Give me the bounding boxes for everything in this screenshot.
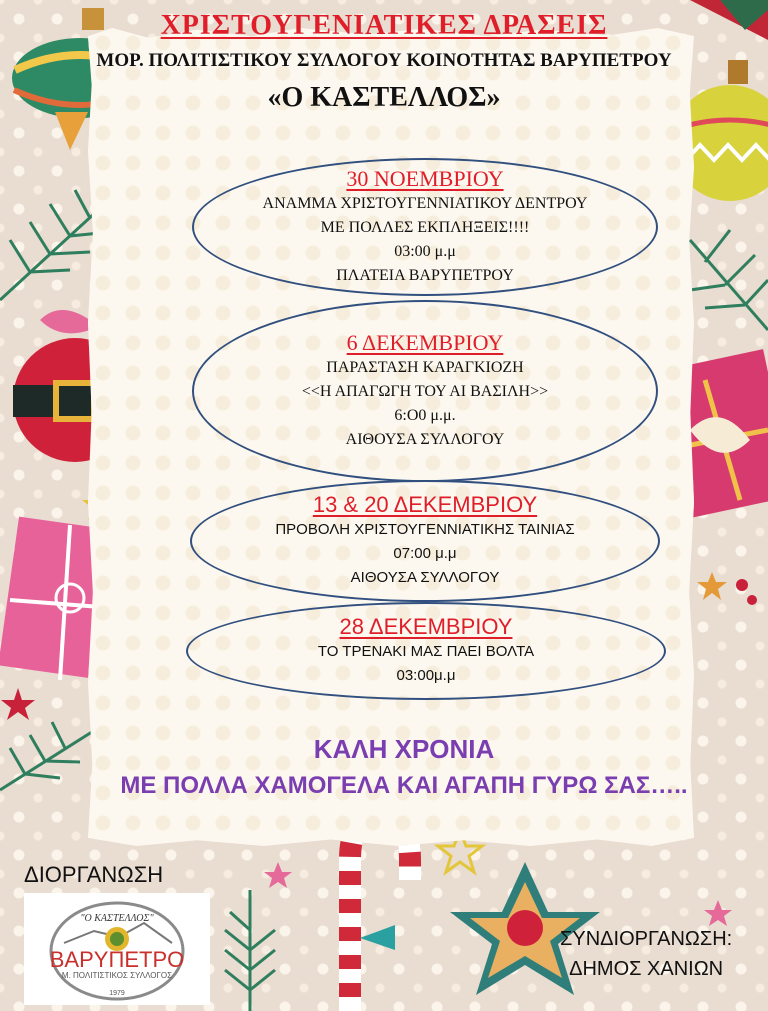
logo-top-text: "Ο ΚΑΣΤΕΛΛΟΣ" bbox=[80, 913, 154, 924]
cosponsor-name: ΔΗΜΟΣ ΧΑΝΙΩΝ bbox=[569, 958, 724, 980]
pine-branch-right bbox=[690, 230, 768, 330]
event-ellipse-2 bbox=[192, 300, 658, 482]
event-line: ΑΙΘΟΥΣΑ ΣΥΛΛΟΓΟΥ bbox=[345, 431, 505, 448]
event-ellipse-1 bbox=[192, 158, 658, 296]
page-title: ΧΡΙΣΤΟΥΓΕΝΙΑΤΙΚΕΣ ΔΡΑΣΕΙΣ bbox=[160, 10, 608, 41]
event-date: 13 & 20 ΔΕΚΕΜΒΡΙΟΥ bbox=[312, 492, 538, 517]
cosponsor-label: ΣΥΝΔΙΟΡΓΑΝΩΣΗ: bbox=[560, 928, 733, 950]
berry-dot bbox=[736, 579, 748, 591]
organization-logo bbox=[24, 893, 210, 1005]
event-ellipse-4 bbox=[186, 602, 666, 700]
organizer-label: ΔΙΟΡΓΑΝΩΣΗ bbox=[24, 862, 164, 887]
cosponsor-block bbox=[560, 924, 732, 984]
event-date: 30 ΝΟΕΜΒΡΙΟΥ bbox=[346, 166, 504, 191]
event-line: ΜΕ ΠΟΛΛΕΣ ΕΚΠΛΗΞΕΙΣ!!!! bbox=[320, 219, 530, 236]
red-star bbox=[1, 688, 35, 720]
berry-dot bbox=[747, 595, 757, 605]
event-line: ΠΑΡΑΣΤΑΣΗ ΚΑΡΑΓΚΙΟΖΗ bbox=[326, 359, 524, 376]
organization-subtitle: ΜΟΡ. ΠΟΛΙΤΙΣΤΙΚΟΥ ΣΥΛΛΟΓΟΥ ΚΟΙΝΟΤΗΤΑΣ ΒΑΡΥΠΕΤΡΟΥ bbox=[96, 50, 672, 71]
event-line: 6:Ο0 μ.μ. bbox=[394, 407, 456, 424]
logo-sub-text: Μ. ΠΟΛΙΤΙΣΤΙΚΟΣ ΣΥΛΛΟΓΟΣ bbox=[61, 971, 173, 980]
pine-branch-bottom bbox=[225, 890, 275, 1011]
organization-name: «Ο ΚΑΣΤΕΛΛΟΣ» bbox=[267, 82, 501, 113]
event-ellipse-3 bbox=[190, 480, 660, 602]
event-line: <<Η ΑΠΑΓΩΓΗ ΤΟΥ ΑΙ ΒΑΣΙΛΗ>> bbox=[301, 383, 549, 400]
pink-star bbox=[264, 862, 292, 888]
event-line: ΑΙΘΟΥΣΑ ΣΥΛΛΟΓΟΥ bbox=[350, 569, 500, 586]
event-line: ΠΛΑΤΕΙΑ ΒΑΡΥΠΕΤΡΟΥ bbox=[336, 267, 514, 284]
event-date: 6 ΔΕΚΕΜΒΡΙΟΥ bbox=[346, 330, 504, 355]
event-line: 03:00μ.μ bbox=[396, 667, 456, 684]
event-line: ΑΝΑΜΜΑ ΧΡΙΣΤΟΥΓΕΝΝΙΑΤΙΚΟΥ ΔΕΝΤΡΟΥ bbox=[262, 195, 588, 212]
orange-star bbox=[697, 572, 727, 600]
event-line: 03:00 μ.μ bbox=[394, 243, 456, 260]
greeting-line-1: ΚΑΛΗ ΧΡΟΝΙΑ bbox=[313, 734, 495, 764]
logo-year: 1979 bbox=[109, 990, 125, 997]
event-line: 07:00 μ.μ bbox=[393, 545, 457, 562]
event-date: 28 ΔΕΚΕΜΒΡΙΟΥ bbox=[339, 614, 513, 639]
pink-star bbox=[704, 900, 732, 926]
event-line: ΠΡΟΒΟΛΗ ΧΡΙΣΤΟΥΓΕΝΝΙΑΤΙΚΗΣ ΤΑΙΝΙΑΣ bbox=[275, 521, 575, 538]
event-line: ΤΟ ΤΡΕΝΑΚΙ ΜΑΣ ΠΑΕΙ ΒΟΛΤΑ bbox=[317, 643, 535, 660]
logo-main-text: ΒΑΡΥΠΕΤΡΟ bbox=[49, 947, 185, 972]
greeting-line-2: ΜΕ ΠΟΛΛΑ ΧΑΜΟΓΕΛΑ ΚΑΙ ΑΓΑΠΗ ΓΥΡΩ ΣΑΣ….. bbox=[120, 772, 688, 799]
